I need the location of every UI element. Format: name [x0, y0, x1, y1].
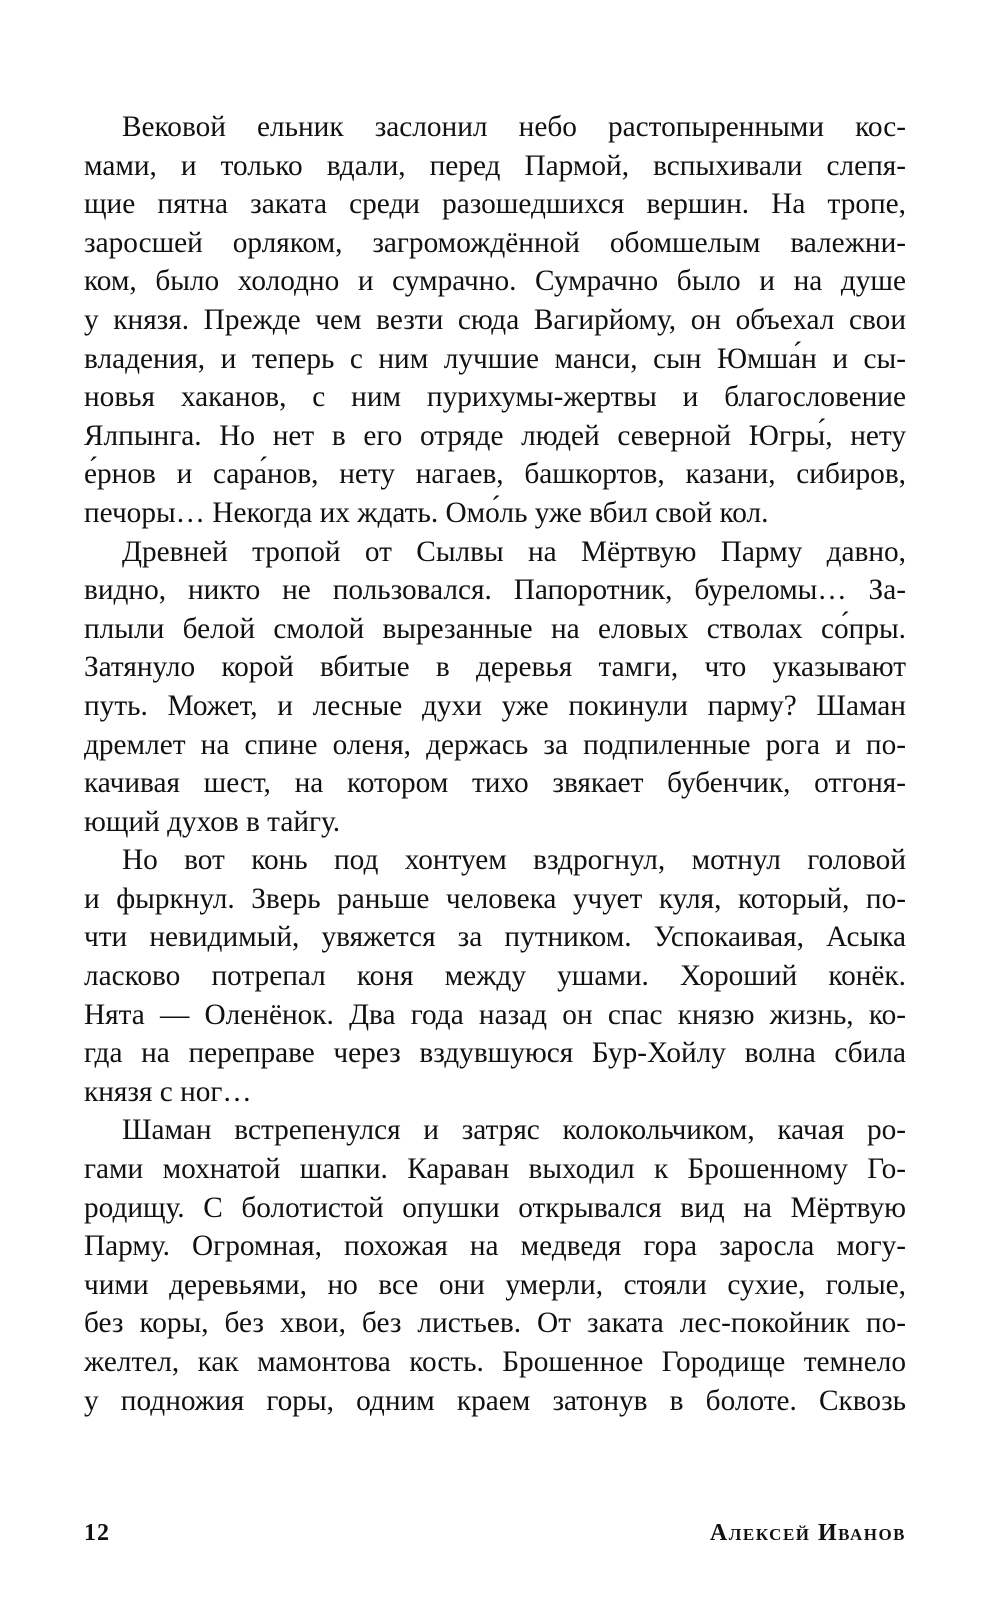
text-line: у князя. Прежде чем везти сюда Вагирйому, он объехал свои	[84, 303, 906, 336]
text-line: гами мохнатой шапки. Караван выходил к Брошенному Го-	[84, 1153, 906, 1186]
text-line: желтел, как мамонтова кость. Брошенное Городище темнело	[84, 1346, 906, 1378]
text-line: видно, никто не пользовался. Папоротник, буреломы… За-	[84, 574, 906, 607]
text-line: и фыркнул. Зверь раньше человека учует куля, который, по-	[84, 882, 906, 915]
text-line: путь. Может, и лесные духи уже покинули парму? Шаман	[84, 689, 906, 722]
text-line: ласково потрепал коня между ушами. Хороший конёк.	[84, 960, 906, 993]
text-line: Затянуло корой вбитые в деревья тамги, что указывают	[84, 651, 906, 684]
text-line: Нята — Оленёнок. Два года назад он спас князю жизнь, ко-	[84, 998, 906, 1031]
text-line: печоры… Некогда их ждать. Омо́ль уже вбил свой кол.	[84, 496, 769, 529]
paragraph-1	[84, 108, 906, 533]
text-line: Парму. Огромная, похожая на медведя гора заросла могу-	[84, 1230, 906, 1263]
text-line: новья хаканов, с ним пурихумы-жертвы и благословение	[84, 381, 906, 414]
running-head-author: Алексей Иванов	[709, 1520, 906, 1546]
text-line: гда на переправе через вздувшуюся Бур-Хойлу волна сбила	[84, 1037, 906, 1070]
text-line: ющий духов в тайгу.	[84, 805, 341, 838]
paragraph-3	[84, 841, 906, 1111]
text-line: е́рнов и сара́нов, нету нагаев, башкортов, казани, сибиров,	[84, 458, 906, 491]
text-line: Ялпынга. Но нет в его отряде людей северной Югры́, нету	[84, 419, 906, 452]
text-line: чими деревьями, но все они умерли, стояли сухие, голые,	[84, 1268, 906, 1301]
paragraph-4	[84, 1111, 906, 1420]
text-line: чти невидимый, увяжется за путником. Успокаивая, Асыка	[84, 921, 906, 954]
text-line: без коры, без хвои, без листьев. От заката лес-покойник по-	[84, 1307, 906, 1340]
paragraph-2	[84, 533, 906, 842]
page-body	[84, 108, 906, 1558]
text-line: дремлет на спине оленя, держась за подпиленные рога и по-	[84, 728, 906, 761]
text-line: Вековой ельник заслонил небо растопыренными кос-	[122, 111, 906, 143]
text-line: у подножия горы, одним краем затонув в болоте. Сквозь	[84, 1384, 906, 1417]
text-line: Шаман встрепенулся и затряс колокольчиком, качая ро-	[122, 1114, 906, 1147]
text-line: щие пятна заката среди разошедшихся вершин. На тропе,	[84, 188, 906, 221]
page-number: 12	[84, 1520, 110, 1546]
text-line: родищу. С болотистой опушки открывался вид на Мёртвую	[84, 1191, 906, 1224]
text-line: Но вот конь под хонтуем вздрогнул, мотнул головой	[122, 844, 906, 877]
text-line: плыли белой смолой вырезанные на еловых стволах со́пры.	[84, 612, 906, 645]
text-line: князя с ног…	[84, 1075, 252, 1108]
text-line: заросшей орляком, загромождённой обомшелым валежни-	[84, 226, 906, 259]
text-line: мами, и только вдали, перед Пармой, вспыхивали слепя-	[84, 149, 906, 182]
text-line: качивая шест, на котором тихо звякает бубенчик, отгоня-	[84, 767, 906, 800]
text-line: Древней тропой от Сылвы на Мёртвую Парму давно,	[122, 535, 906, 568]
text-line: ком, было холодно и сумрачно. Сумрачно было и на душе	[84, 265, 906, 298]
text-line: владения, и теперь с ним лучшие манси, сын Юмша́н и сы-	[84, 342, 906, 375]
page-footer	[84, 1520, 906, 1560]
